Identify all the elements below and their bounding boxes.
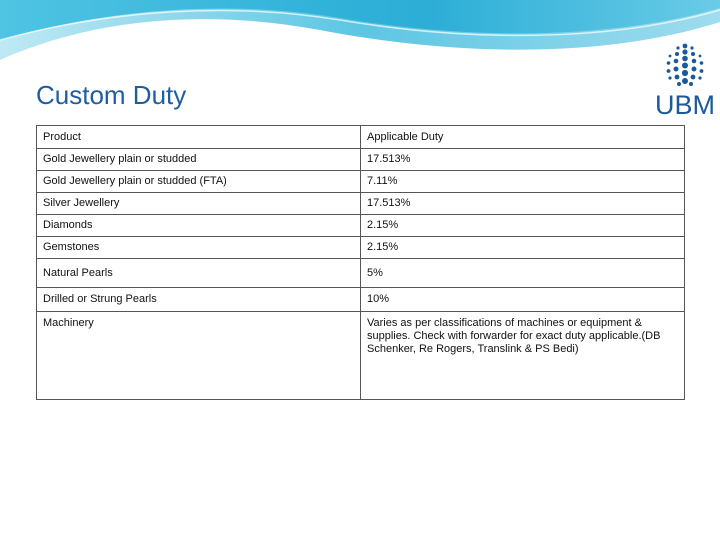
table-row	[37, 312, 685, 400]
duty-cell: 2.15%	[361, 237, 685, 259]
ubm-logo	[650, 42, 720, 122]
table-header-row	[37, 126, 685, 149]
page-title: Custom Duty	[36, 80, 187, 110]
duty-cell: 17.513%	[361, 193, 685, 215]
table-row	[37, 259, 685, 288]
custom-duty-table	[36, 125, 685, 400]
duty-cell: 2.15%	[361, 215, 685, 237]
duty-cell: 7.11%	[361, 171, 685, 193]
duty-cell: Varies as per classifications of machines or equipment & supplies. Check with forwarder for exact duty applicable.(DB Schenker, Re Rogers, Translink & PS Bedi)	[361, 312, 685, 400]
header-product: Product	[37, 126, 361, 149]
duty-cell: 10%	[361, 288, 685, 312]
table-row	[37, 215, 685, 237]
product-cell: Natural Pearls	[37, 259, 361, 288]
product-cell: Diamonds	[37, 215, 361, 237]
product-cell: Gold Jewellery plain or studded	[37, 149, 361, 171]
product-cell: Machinery	[37, 312, 361, 400]
logo-text: UBM	[655, 90, 715, 120]
table-row	[37, 237, 685, 259]
table-row	[37, 171, 685, 193]
ubm-logo-icon	[650, 42, 720, 90]
product-cell: Gemstones	[37, 237, 361, 259]
table-row	[37, 149, 685, 171]
product-cell: Gold Jewellery plain or studded (FTA)	[37, 171, 361, 193]
header-swoosh	[0, 0, 720, 90]
duty-cell: 5%	[361, 259, 685, 288]
duty-cell: 17.513%	[361, 149, 685, 171]
table-row	[37, 193, 685, 215]
product-cell: Silver Jewellery	[37, 193, 361, 215]
header-duty: Applicable Duty	[361, 126, 685, 149]
table-row	[37, 288, 685, 312]
product-cell: Drilled or Strung Pearls	[37, 288, 361, 312]
